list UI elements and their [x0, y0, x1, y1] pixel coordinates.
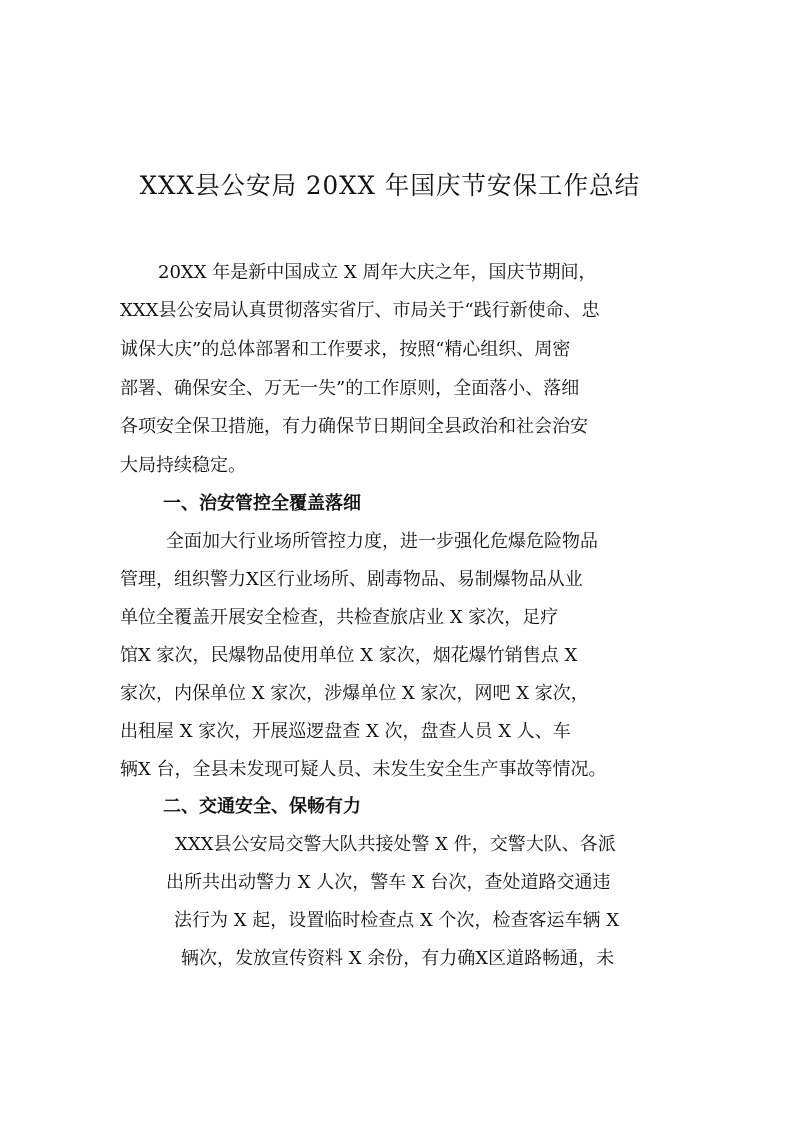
section-1-line-7: 辆X 台，全县未发现可疑人员、未发生安全生产事故等情况。	[120, 759, 607, 780]
section-1-line-6: 出租屋 X 家次，开展巡逻盘查 X 次，盘查人员 X 人、车	[120, 721, 571, 742]
section-2-line-2: 出所共出动警力 X 人次，警车 X 台次，查处道路交通违	[166, 872, 611, 893]
section-2-line-1: XXX县公安局交警大队共接处警 X 件，交警大队、各派	[175, 834, 616, 855]
section-1-line-1: 全面加大行业场所管控力度，进一步强化危爆危险物品	[166, 531, 598, 552]
intro-line-2: XXX县公安局认真贯彻落实省厅、市局关于“践行新使命、忠	[120, 300, 600, 321]
intro-line-6: 大局持续稳定。	[120, 455, 246, 476]
section-1-heading: 一、治安管控全覆盖落细	[163, 493, 361, 514]
section-2-line-3: 法行为 X 起，设置临时检查点 X 个次，检查客运车辆 X	[174, 910, 620, 931]
section-1-line-5: 家次，内保单位 X 家次，涉爆单位 X 家次，网吧 X 家次，	[120, 683, 589, 704]
document-title: XXX县公安局 20XX 年国庆节安保工作总结	[139, 171, 641, 200]
section-1-line-3: 单位全覆盖开展安全检查，共检查旅店业 X 家次，足疗	[120, 607, 559, 628]
section-2-line-4: 辆次，发放宣传资料 X 余份，有力确X区道路畅通，未	[181, 948, 615, 969]
section-1-line-4: 馆X 家次，民爆物品使用单位 X 家次，烟花爆竹销售点 X	[120, 645, 578, 666]
intro-line-3: 诚保大庆”的总体部署和工作要求，按照“精心组织、周密	[120, 339, 571, 360]
intro-line-4: 部署、确保安全、万无一失”的工作原则，全面落小、落细	[120, 378, 580, 399]
intro-line-1: 20XX 年是新中国成立 X 周年大庆之年，国庆节期间，	[158, 262, 597, 283]
intro-line-5: 各项安全保卫措施，有力确保节日期间全县政治和社会治安	[120, 416, 588, 437]
section-2-heading: 二、交通安全、保畅有力	[163, 796, 361, 817]
section-1-line-2: 管理，组织警力X区行业场所、剧毒物品、易制爆物品从业	[120, 569, 583, 590]
